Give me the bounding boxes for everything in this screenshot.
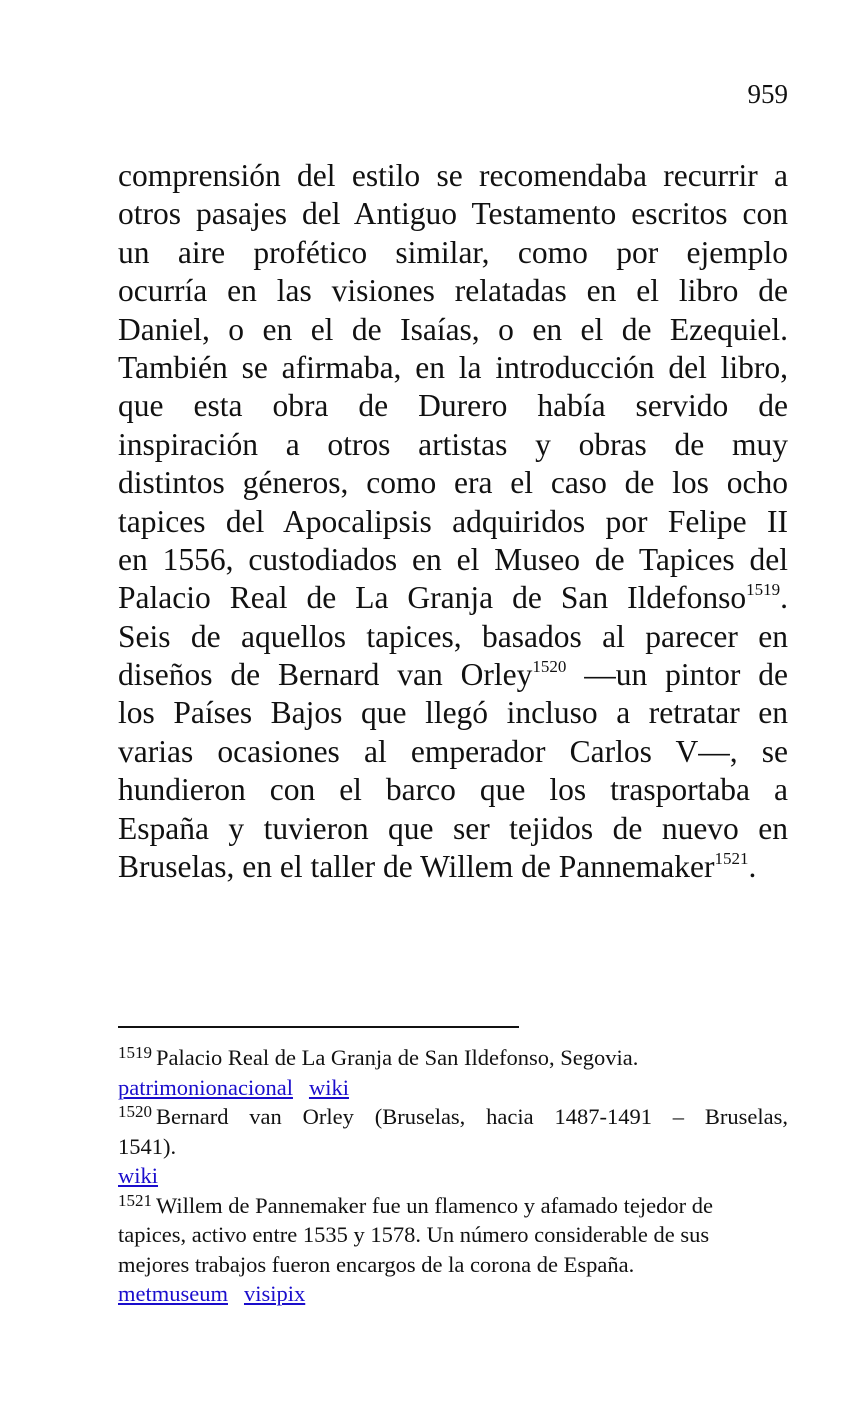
link-metmuseum[interactable]: metmuseum [118,1281,228,1306]
body-line [118,848,788,886]
footnote-text: Palacio Real de La Granja de San Ildefonso, Segovia. [156,1045,639,1070]
footnote-links [118,1073,788,1103]
body-line-punct: . [780,580,788,616]
link-wiki[interactable]: wiki [308,1074,349,1100]
footnote-ref-1520[interactable]: 1520 [532,657,567,677]
body-line [118,579,788,617]
body-text [118,157,788,886]
body-line [118,656,788,694]
body-line: tapices del Apocalipsis adquiridos por Felipe II [118,503,788,539]
footnote-divider [118,1026,519,1028]
link-patrimonionacional[interactable]: patrimonionacional [118,1074,293,1100]
footnote-text-cont: mejores trabajos fueron encargos de la corona de España. [118,1251,635,1277]
footnote-1521 [118,1191,788,1221]
footnote-number: 1520 [118,1102,152,1121]
body-line: ocurría en las visiones relatadas en el libro de [118,273,788,309]
footnote-links [118,1279,788,1309]
body-line: España y tuvieron que ser tejidos de nuevo en [118,810,788,846]
page-number: 959 [747,79,788,109]
footnote-number: 1519 [118,1043,152,1062]
body-line: Seis de aquellos tapices, basados al parecer en [118,618,788,654]
body-line: otros pasajes del Antiguo Testamento escritos con [118,196,788,232]
footnotes [118,1043,788,1309]
body-line: inspiración a otros artistas y obras de muy [118,426,788,462]
footnote-links [118,1161,788,1191]
body-line-punct: . [748,849,757,885]
body-line: Daniel, o en el de Isaías, o en el de Ezequiel. [118,311,788,347]
link-visipix[interactable]: visipix [243,1281,306,1306]
body-line: comprensión del estilo se recomendaba recurrir a [118,158,788,193]
footnote-text: Willem de Pannemaker fue un flamenco y afamado tejedor de [156,1192,713,1218]
footnote-1520 [118,1102,788,1132]
body-line-text: Palacio Real de La Granja de San Ildefonso [118,580,747,616]
footnote-ref-1521[interactable]: 1521 [714,849,749,869]
body-line: un aire profético similar, como por ejemplo [118,234,788,270]
body-line-text: Bruselas, en el taller de Willem de Pannemaker [118,849,715,885]
body-line: en 1556, custodiados en el Museo de Tapices del [118,541,788,577]
body-line-text: diseños de Bernard van Orley [118,657,533,693]
body-line: que esta obra de Durero había servido de [118,388,788,424]
footnote-text-cont: tapices, activo entre 1535 y 1578. Un número considerable de sus [118,1222,710,1247]
body-line: los Países Bajos que llegó incluso a retratar en [118,695,788,731]
footnote-text-cont: 1541). [118,1133,177,1159]
footnote-number: 1521 [118,1190,152,1210]
footnote-text: Bernard van Orley (Bruselas, hacia 1487-1491 – Bruselas, [156,1104,788,1129]
body-line-text: —un pintor de [566,657,788,693]
body-line: hundieron con el barco que los trasportaba a [118,772,788,808]
body-line: varias ocasiones al emperador Carlos V—, se [118,733,788,769]
link-wiki[interactable]: wiki [118,1163,159,1188]
footnote-1519 [118,1043,788,1073]
body-line: distintos géneros, como era el caso de los ocho [118,465,788,501]
footnote-ref-1519[interactable]: 1519 [746,580,781,600]
body-line: También se afirmaba, en la introducción del libro, [118,349,788,385]
